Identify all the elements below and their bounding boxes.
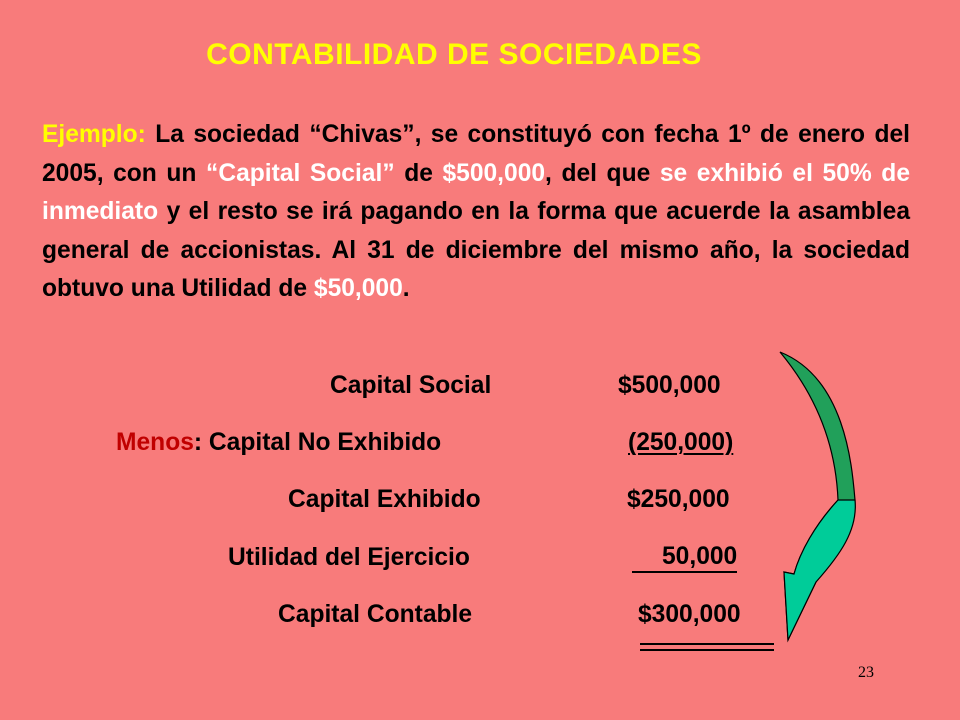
menos-label: Menos	[116, 429, 194, 456]
paragraph-text-4: y el resto se irá pagando en la forma que acuerde la asamblea general de accionistas. Al 31 de diciembre del mismo año, la sociedad obtuvo una Utilidad de	[42, 198, 910, 302]
capital-exhibido-label: Capital Exhibido	[288, 486, 481, 513]
capital-no-exhibido-value: (250,000)	[628, 429, 734, 456]
capital-social-value: $500,000	[618, 372, 721, 399]
curved-arrow-icon	[770, 350, 870, 650]
paragraph-text-3: , del que	[545, 159, 660, 187]
utility-amount: $50,000	[313, 275, 403, 302]
capital-no-exhibido-label: : Capital No Exhibido	[193, 429, 442, 456]
capital-amount: $500,000	[442, 159, 546, 187]
capital-no-exhibido-row	[116, 429, 441, 457]
paragraph-text-1: La sociedad “Chivas”, se constituyó con fecha 1º de enero del 2005, con un	[42, 121, 910, 187]
utilidad-value: 50,000	[632, 544, 737, 573]
paragraph-end: .	[402, 275, 410, 302]
example-label: Ejemplo:	[42, 121, 146, 148]
page-number: 23	[858, 664, 874, 681]
page-title: CONTABILIDAD DE SOCIEDADES	[206, 38, 702, 71]
utilidad-label: Utilidad del Ejercicio	[228, 544, 470, 571]
double-underline-bottom	[640, 649, 774, 651]
capital-social-label: Capital Social	[330, 372, 492, 399]
exhibit-phrase: se exhibió el 50% de inmediato	[42, 159, 910, 225]
capital-contable-label: Capital Contable	[278, 601, 473, 628]
capital-exhibido-value: $250,000	[627, 486, 730, 513]
paragraph-text-2: de	[394, 159, 443, 187]
capital-contable-value: $300,000	[638, 601, 741, 628]
double-underline-top	[640, 643, 774, 645]
example-paragraph	[42, 116, 910, 309]
capital-social-quote: “Capital Social”	[206, 159, 395, 187]
